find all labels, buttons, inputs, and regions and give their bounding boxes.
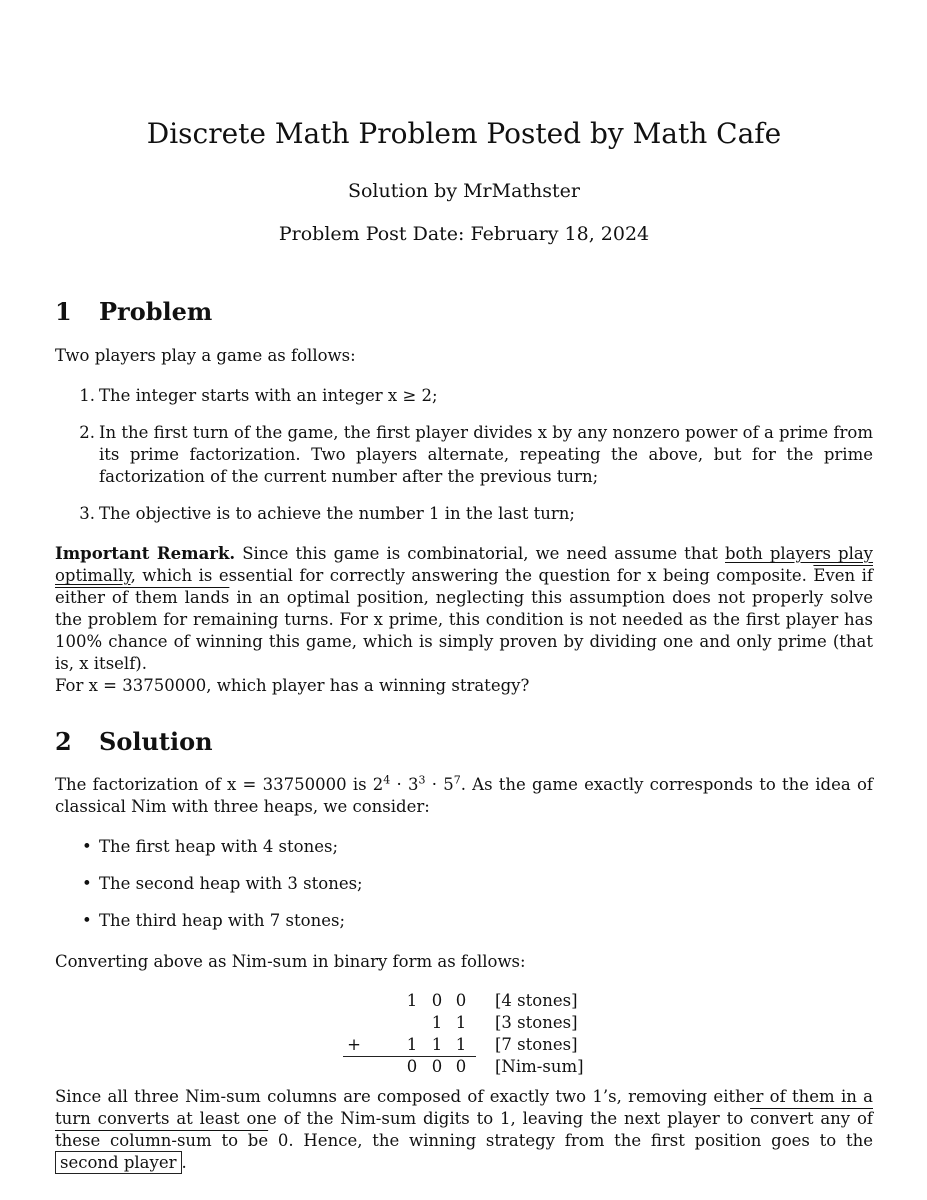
- factor-rest: . As the game exactly corresponds to the idea of classical Nim with three heaps, we consider:: [55, 775, 873, 816]
- list-item: [79, 385, 873, 407]
- nim-digit: 1: [455, 1013, 467, 1032]
- remark-emphasis: both players play optimally: [55, 544, 874, 585]
- remark-text: Since this game is combinatorial, we need assume that: [242, 544, 718, 563]
- nim-digit: 1: [406, 991, 418, 1010]
- conclusion-text: 0. Hence, the winning strategy from the first position goes to the: [277, 1131, 874, 1150]
- bullet-text: The third heap with 7 stones;: [99, 911, 346, 930]
- list-marker: 3.: [79, 504, 95, 523]
- section-title: Problem: [99, 297, 213, 326]
- nim-digit: 0: [431, 991, 443, 1010]
- base: 3: [408, 775, 419, 794]
- nim-digit: 0: [431, 1057, 443, 1076]
- nim-digit: 1: [455, 1035, 467, 1054]
- list-item-text: The objective is to achieve the number 1 in the last turn;: [99, 504, 575, 523]
- remark-text: in an optimal position, neglecting this assumption does not properly solve the problem for remaining turns. For x prime, this condition is not needed as the first player has 100% chance of winning this game, which is simply proven by dividing one and only prime (that is, x itself).: [55, 588, 873, 673]
- bullet-icon: •: [82, 874, 92, 893]
- nim-label: [4 stones]: [495, 991, 578, 1010]
- section-number: 2: [55, 727, 72, 756]
- list-item-text: In the first turn of the game, the first player divides x by any nonzero power of a prime from its prime factorization. Two players alternate, repeating the above, but for the prime factorization of the current number after the previous turn;: [99, 423, 873, 486]
- post-date: Problem Post Date: February 18, 2024: [278, 223, 650, 245]
- bullet-text: The second heap with 3 stones;: [99, 874, 363, 893]
- nim-digit: 0: [406, 1057, 418, 1076]
- list-item: [79, 422, 873, 488]
- nim-digit: 1: [406, 1035, 418, 1054]
- list-marker: 1.: [79, 386, 95, 405]
- problem-intro: Two players play a game as follows:: [55, 346, 356, 365]
- nim-sign: +: [347, 1035, 361, 1054]
- conclusion-overlined: convert any of these column-sum to be: [55, 1109, 873, 1150]
- section-heading-solution: [55, 727, 213, 756]
- nim-label: [7 stones]: [495, 1035, 578, 1054]
- bullet-icon: •: [82, 911, 92, 930]
- paper-title: Discrete Math Problem Posted by Math Cafe: [146, 117, 782, 150]
- base: 5: [443, 775, 454, 794]
- author-line: Solution by MrMathster: [347, 180, 581, 202]
- nim-digit: 0: [455, 991, 467, 1010]
- exponent: 4: [383, 773, 391, 787]
- nim-digit: 1: [431, 1035, 443, 1054]
- exponent: 7: [453, 773, 461, 787]
- answer-box: second player: [55, 1151, 182, 1174]
- bullet-item: [82, 836, 873, 858]
- list-item: [79, 503, 873, 525]
- section-number: 1: [55, 297, 72, 326]
- factor-intro: The factorization of x = 33750000 is 2: [55, 775, 384, 794]
- nim-digit: 1: [431, 1013, 443, 1032]
- conclusion-end: .: [181, 1153, 187, 1172]
- bullet-icon: •: [82, 837, 92, 856]
- nim-label: [3 stones]: [495, 1013, 578, 1032]
- bullet-text: The first heap with 4 stones;: [99, 837, 339, 856]
- problem-question: For x = 33750000, which player has a winning strategy?: [55, 676, 530, 695]
- section-title: Solution: [99, 727, 213, 756]
- conclusion-text: Since all three Nim-sum columns are composed of exactly two 1’s, removing either of them in a turn converts at least one of the Nim-sum digits to 1, leaving the next player to: [55, 1087, 873, 1128]
- list-marker: 2.: [79, 423, 95, 442]
- nim-intro: Converting above as Nim-sum in binary form as follows:: [55, 952, 526, 971]
- section-heading-problem: [55, 297, 212, 326]
- factorization-text: The factorization of x = 33750000 is $2^4 \cdot 3^3 \cdot 5^7$. As the game exactly corresponds to the idea of classical Nim with three heaps, we consider:: [55, 773, 873, 816]
- nim-label: [Nim-sum]: [495, 1057, 584, 1076]
- sum-rule: [343, 1056, 476, 1057]
- remark-text: , which is essential for correctly answering the question for x being composite.: [130, 566, 807, 585]
- list-item-text: The integer starts with an integer x ≥ 2;: [99, 386, 438, 405]
- nim-digit: 0: [455, 1057, 467, 1076]
- bullet-item: [82, 910, 873, 932]
- important-remark: [55, 543, 873, 675]
- conclusion: [55, 1086, 873, 1174]
- bullet-item: [82, 873, 873, 895]
- remark-label: Important Remark.: [55, 544, 236, 563]
- exponent: 3: [418, 773, 426, 787]
- remark-overlined: Even if either of them lands: [55, 566, 873, 607]
